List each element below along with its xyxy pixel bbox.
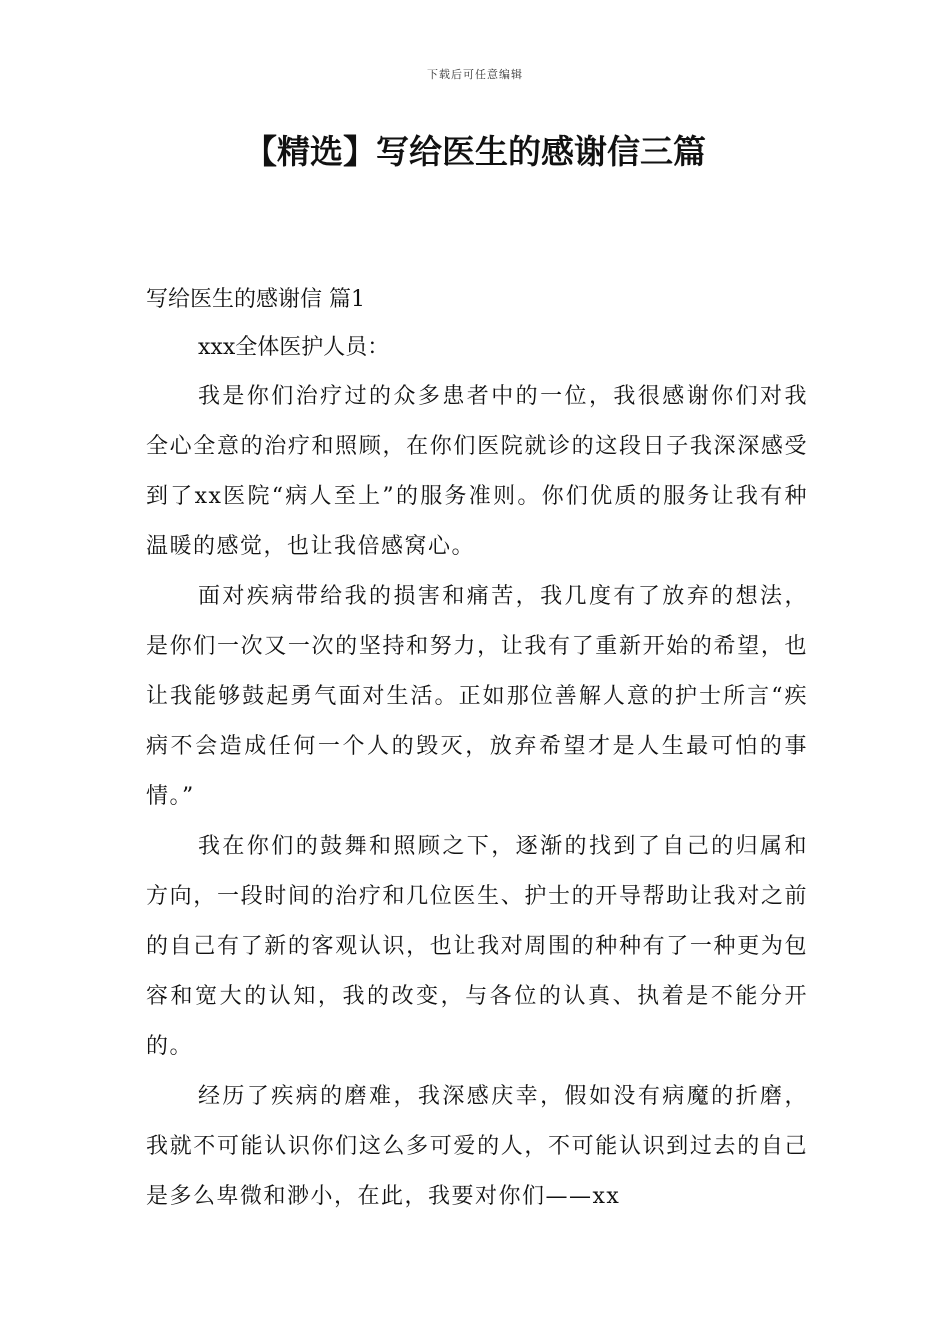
paragraph-1: 我是你们治疗过的众多患者中的一位，我很感谢你们对我全心全意的治疗和照顾，在你们医院就诊的这段日子我深深感受到了xx医院“病人至上”的服务准则。你们优质的服务让我有种温暖的感觉，也让我倍感窝心。 xyxy=(146,384,808,559)
section-heading: 写给医生的感谢信 篇1 xyxy=(146,287,365,312)
paragraph-4: 经历了疾病的磨难，我深感庆幸，假如没有病魔的折磨，我就不可能认识你们这么多可爱的人，不可能认识到过去的自己是多么卑微和渺小，在此，我要对你们——xx xyxy=(146,1084,808,1209)
document-title: 【精选】写给医生的感谢信三篇 xyxy=(244,132,706,171)
paragraph-3: 我在你们的鼓舞和照顾之下，逐渐的找到了自己的归属和方向，一段时间的治疗和几位医生、护士的开导帮助让我对之前的自己有了新的客观认识，也让我对周围的种种有了一种更为包容和宽大的认知，我的改变，与各位的认真、执着是不能分开的。 xyxy=(146,834,808,1059)
header-note: 下载后可任意编辑 xyxy=(427,68,523,81)
paragraph-2: 面对疾病带给我的损害和痛苦，我几度有了放弃的想法，是你们一次又一次的坚持和努力，让我有了重新开始的希望，也让我能够鼓起勇气面对生活。正如那位善解人意的护士所言“疾病不会造成任何一个人的毁灭，放弃希望才是人生最可怕的事情。” xyxy=(146,584,808,809)
letter-body xyxy=(146,276,808,1222)
salutation: xxx全体医护人员： xyxy=(198,335,390,360)
